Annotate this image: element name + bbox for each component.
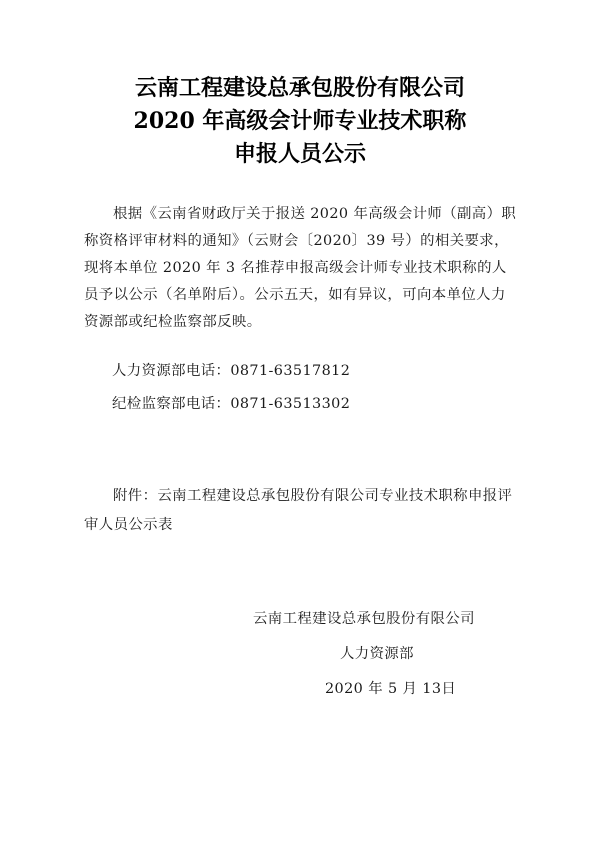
document-title xyxy=(0,72,600,171)
discipline-phone: 纪检监察部电话：0871-63513302 xyxy=(112,396,351,412)
title-line-subject: 2020 年高级会计师专业技术职称 xyxy=(133,108,467,134)
notice-body xyxy=(84,201,520,336)
signature-department: 人力资源部 xyxy=(340,646,414,662)
hr-phone: 人力资源部电话：0871-63517812 xyxy=(112,363,351,379)
title-line-company: 云南工程建设总承包股份有限公司 xyxy=(134,75,465,101)
attachment-note: 附件：云南工程建设总承包股份有限公司专业技术职称申报评审人员公示表 xyxy=(84,488,513,533)
title-line-notice: 申报人员公示 xyxy=(233,141,366,167)
notice-paragraph: 根据《云南省财政厅关于报送 2020 年高级会计师（副高）职称资格评审材料的通知》（云财会〔2020〕39 号）的相关要求，现将本单位 2020 年 3 名推荐申报高级会计师专业技术职称的人员予以公示（名单附后）。公示五天，如有异议，可向本单位人力资源部或纪检监察部反映。 xyxy=(84,206,517,330)
signature-date: 2020 年 5 月 13日 xyxy=(325,681,457,697)
signature-company: 云南工程建设总承包股份有限公司 xyxy=(253,611,475,627)
